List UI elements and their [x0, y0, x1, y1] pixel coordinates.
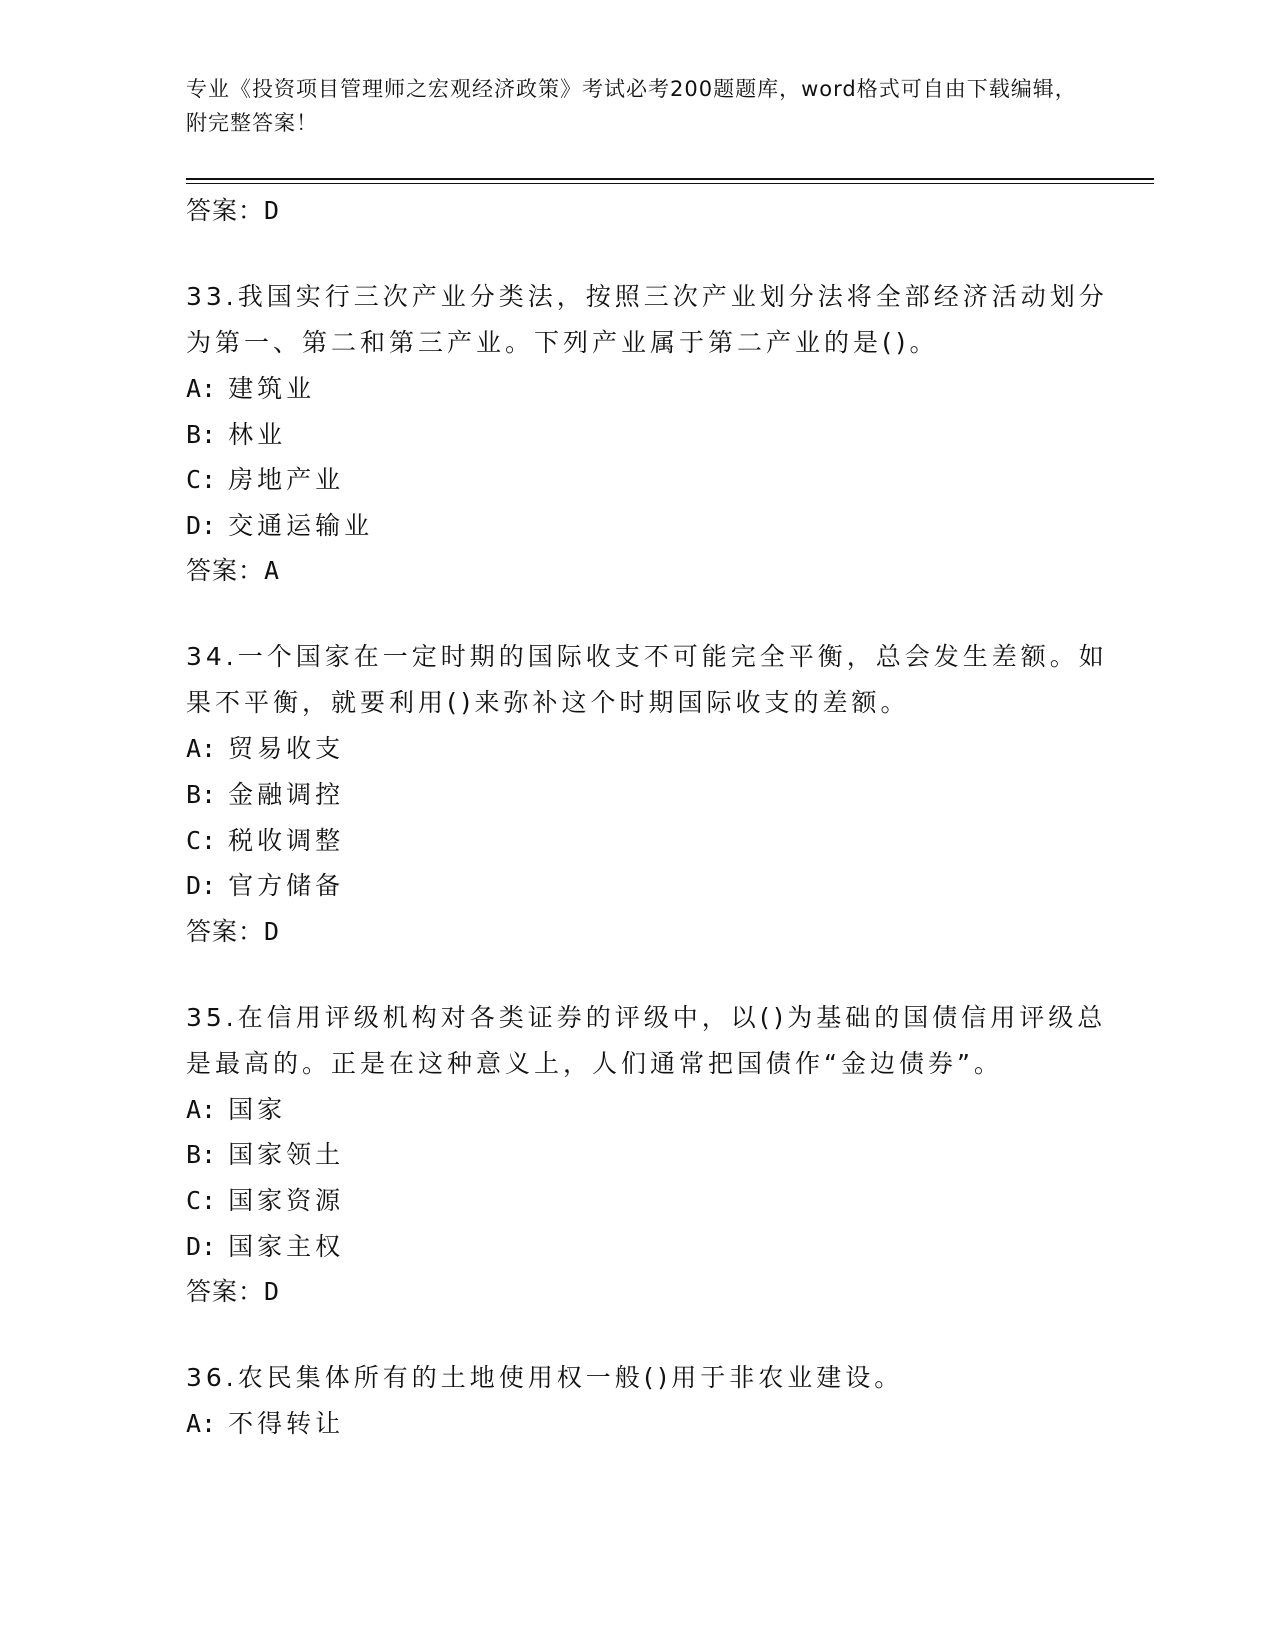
option-b	[186, 412, 1116, 458]
option-text: 林业	[228, 419, 287, 449]
question-36	[186, 1355, 1116, 1447]
option-letter: B:	[186, 1140, 217, 1170]
option-text: 房地产业	[228, 465, 345, 495]
answer-line	[186, 909, 1116, 955]
question-33	[186, 274, 1116, 594]
answer-value: A	[264, 556, 281, 586]
answer-value: D	[264, 916, 281, 946]
option-a	[186, 366, 1116, 412]
header-rule-thin	[186, 183, 1154, 184]
answer-label: 答案：	[186, 556, 265, 586]
question-text: 34.一个国家在一定时期的国际收支不可能完全平衡，总会发生差额。如果不平衡，就要利用()来弥补这个时期国际收支的差额。	[186, 642, 1108, 718]
option-letter: B:	[186, 779, 217, 809]
option-letter: A:	[186, 1094, 217, 1124]
option-c	[186, 818, 1116, 864]
answer-label: 答案：	[186, 196, 265, 225]
option-letter: A:	[186, 374, 217, 403]
option-a	[186, 726, 1116, 772]
option-a	[186, 1087, 1116, 1133]
option-b	[186, 1132, 1116, 1178]
option-d	[186, 503, 1116, 549]
option-letter: C:	[186, 465, 217, 495]
question-34	[186, 634, 1116, 954]
option-d	[186, 863, 1116, 909]
option-d	[186, 1224, 1116, 1270]
option-text: 国家主权	[228, 1231, 345, 1261]
question-text: 36.农民集体所有的土地使用权一般()用于非农业建设。	[186, 1363, 904, 1393]
option-text: 金融调控	[228, 779, 345, 809]
answer-line	[186, 548, 1116, 594]
option-text: 官方储备	[228, 871, 345, 901]
header-rule-thick	[186, 178, 1154, 180]
option-letter: D:	[186, 871, 217, 901]
option-letter: D:	[186, 510, 217, 540]
option-a	[186, 1401, 1116, 1447]
option-letter: A:	[186, 734, 217, 764]
option-b	[186, 772, 1116, 818]
option-text: 不得转让	[228, 1409, 345, 1439]
answer-label: 答案：	[186, 1277, 265, 1307]
answer-value: D	[264, 196, 281, 225]
option-c	[186, 457, 1116, 503]
option-c	[186, 1178, 1116, 1224]
document-body	[186, 188, 1116, 1447]
option-letter: C:	[186, 1185, 217, 1215]
question-text: 35.在信用评级机构对各类证券的评级中，以()为基础的国债信用评级总是最高的。正是在这种意义上，人们通常把国债作“金边债券”。	[186, 1002, 1107, 1078]
answer-line	[186, 1269, 1116, 1315]
answer-line	[186, 188, 1116, 234]
answer-label: 答案：	[186, 916, 265, 946]
option-text: 国家资源	[228, 1185, 345, 1215]
option-text: 建筑业	[228, 374, 316, 403]
answer-value: D	[264, 1277, 281, 1307]
option-text: 贸易收支	[228, 734, 345, 764]
question-text: 33.我国实行三次产业分类法，按照三次产业划分法将全部经济活动划分为第一、第二和第三产业。下列产业属于第二产业的是()。	[186, 282, 1108, 357]
option-letter: D:	[186, 1231, 217, 1261]
option-text: 国家领土	[228, 1140, 345, 1170]
option-letter: C:	[186, 825, 217, 855]
question-35	[186, 995, 1116, 1315]
option-letter: B:	[186, 419, 217, 449]
option-letter: A:	[186, 1409, 217, 1439]
option-text: 交通运输业	[228, 510, 374, 540]
document-header: 专业《投资项目管理师之宏观经济政策》考试必考200题题库，word格式可自由下载编辑，附完整答案！	[186, 77, 1077, 135]
option-text: 国家	[228, 1094, 287, 1124]
option-text: 税收调整	[228, 825, 345, 855]
